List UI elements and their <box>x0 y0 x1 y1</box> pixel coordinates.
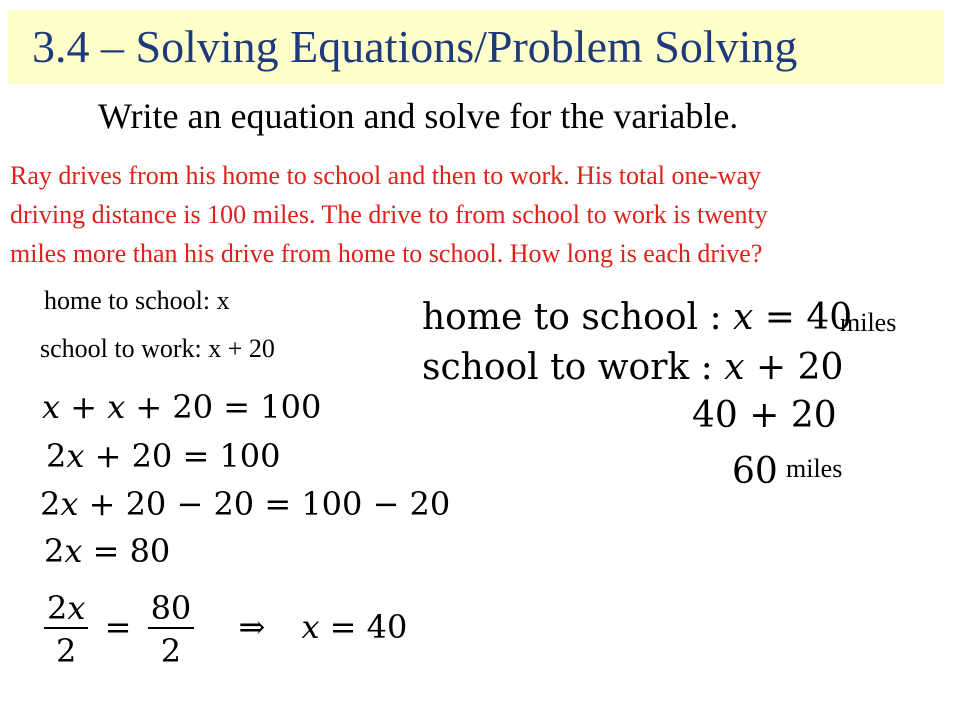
equation-rest: + 20 = 100 <box>125 388 322 426</box>
definition-home-to-school: home to school: x <box>44 286 230 315</box>
equation-step-2 <box>46 437 281 475</box>
operator: + <box>60 388 108 426</box>
answer-home-to-school <box>422 297 853 338</box>
answer-school-to-work <box>422 347 844 388</box>
equation-rest: + 20 = 100 <box>84 437 281 475</box>
coefficient: 2 <box>44 532 65 570</box>
equation-step-3 <box>40 485 451 523</box>
instruction-text: Write an equation and solve for the variable. <box>98 96 739 136</box>
equals-sign: = <box>104 608 132 646</box>
answer-label: home to school : <box>422 297 734 338</box>
fraction-denominator: 2 <box>56 632 77 670</box>
fraction-denominator: 2 <box>160 632 182 670</box>
problem-line: Ray drives from his home to school and then to work. His total one-way <box>10 161 761 190</box>
problem-line: driving distance is 100 miles. The drive to from school to work is twenty <box>10 200 768 229</box>
variable-x: x <box>64 532 83 570</box>
equation-step-1 <box>42 388 322 426</box>
answer-unit-miles: miles <box>840 308 897 337</box>
fraction-80-over-2 <box>148 589 195 670</box>
answer-result-unit: miles <box>786 454 843 483</box>
fraction-numerator: 2x <box>44 592 88 629</box>
equation-rest: = 40 <box>319 608 408 646</box>
variable-x: x <box>42 388 61 426</box>
title-bar <box>8 10 944 84</box>
answer-label: school to work : <box>422 347 725 388</box>
variable-x: x <box>60 485 79 523</box>
answer-expression: + 20 <box>744 347 844 388</box>
answer-result-value: 60 <box>732 451 778 492</box>
variable-x: x <box>733 297 754 338</box>
coefficient: 2 <box>46 437 67 475</box>
variable-x: x <box>107 388 126 426</box>
problem-line: miles more than his drive from home to school. How long is each drive? <box>10 239 763 268</box>
equation-step-5 <box>44 589 408 670</box>
variable-x: x <box>66 437 85 475</box>
variable-x: x <box>301 608 320 646</box>
coefficient: 2 <box>40 485 61 523</box>
fraction-2x-over-2 <box>44 589 88 670</box>
implies-arrow-icon: ⇒ <box>238 608 266 646</box>
variable-x: x <box>724 347 745 388</box>
definition-school-to-work: school to work: x + 20 <box>40 334 275 363</box>
equation-step-4 <box>44 532 171 570</box>
answer-substitution: 40 + 20 <box>692 395 837 436</box>
equation-rest: = 80 <box>82 532 171 570</box>
word-problem <box>10 156 955 273</box>
equation-rest: + 20 − 20 = 100 − 20 <box>78 485 451 523</box>
slide-title: 3.4 – Solving Equations/Problem Solving <box>32 21 798 72</box>
fraction-numerator: 80 <box>148 592 195 629</box>
answer-value: = 40 <box>753 297 853 338</box>
